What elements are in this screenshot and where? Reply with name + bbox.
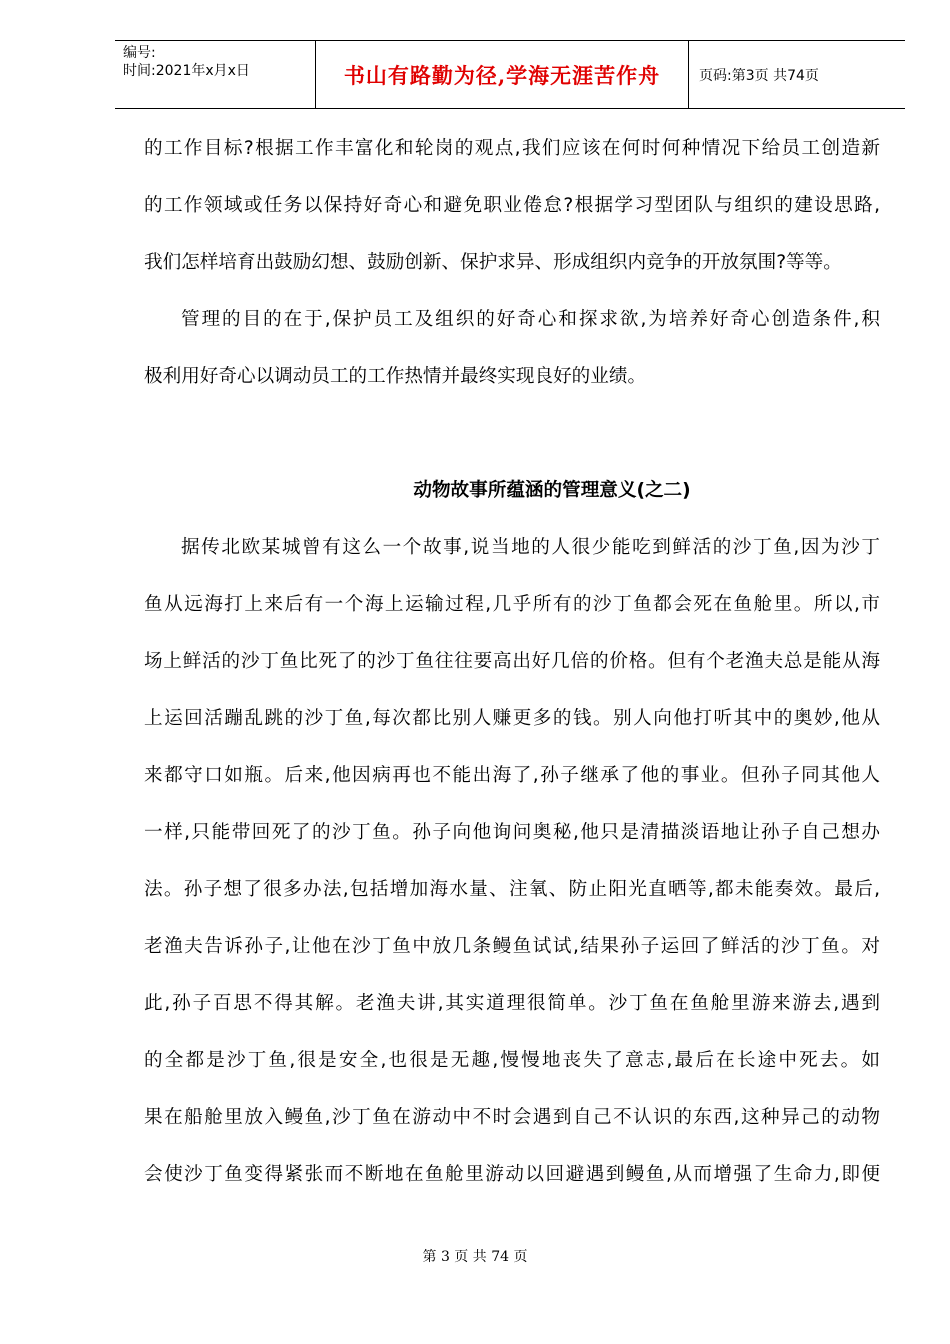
body-line: 极利用好奇心以调动员工的工作热情并最终实现良好的业绩。 [144, 366, 647, 387]
body-line: 鱼从远海打上来后有一个海上运输过程,几乎所有的沙丁鱼都会死在鱼舱里。所以,市 [144, 594, 880, 615]
page-header [115, 40, 905, 109]
body-line: 法。孙子想了很多办法,包括增加海水量、注氧、防止阳光直晒等,都未能奏效。最后, [144, 879, 880, 900]
section-gap [144, 405, 880, 462]
body-line: 来都守口如瓶。后来,他因病再也不能出海了,孙子继承了他的事业。但孙子同其他人 [144, 765, 880, 786]
body-line: 的工作领域或任务以保持好奇心和避免职业倦怠?根据学习型团队与组织的建设思路, [144, 195, 880, 216]
body-line: 果在船舱里放入鳗鱼,沙丁鱼在游动中不时会遇到自己不认识的东西,这种异己的动物 [144, 1107, 880, 1128]
header-motto-cell [316, 41, 689, 108]
time-label: 时间:2021年x月x日 [123, 63, 250, 79]
body-line: 场上鲜活的沙丁鱼比死了的沙丁鱼往往要高出好几倍的价格。但有个老渔夫总是能从海 [144, 651, 880, 672]
page-footer: 第 3 页 共 74 页 [422, 1249, 528, 1265]
number-label: 编号: [123, 45, 156, 61]
header-meta-cell [115, 41, 316, 108]
body-line: 的全都是沙丁鱼,很是安全,也很是无趣,慢慢地丧失了意志,最后在长途中死去。如 [144, 1050, 880, 1071]
body-line: 此,孙子百思不得其解。老渔夫讲,其实道理很简单。沙丁鱼在鱼舱里游来游去,遇到 [144, 993, 880, 1014]
body-line: 上运回活蹦乱跳的沙丁鱼,每次都比别人赚更多的钱。别人向他打听其中的奥妙,他从 [144, 708, 880, 729]
document-body [144, 120, 880, 1203]
section-heading: 动物故事所蕴涵的管理意义(之二) [413, 480, 691, 501]
body-line: 会使沙丁鱼变得紧张而不断地在鱼舱里游动以回避遇到鳗鱼,从而增强了生命力,即便 [144, 1164, 880, 1185]
header-page-cell [689, 41, 905, 108]
body-line: 管理的目的在于,保护员工及组织的好奇心和探求欲,为培养好奇心创造条件,积 [181, 309, 880, 330]
body-line: 一样,只能带回死了的沙丁鱼。孙子向他询问奥秘,他只是清描淡语地让孙子自己想办 [144, 822, 880, 843]
body-line: 我们怎样培育出鼓励幻想、鼓励创新、保护求异、形成组织内竞争的开放氛围?等等。 [144, 252, 842, 273]
header-page-code: 页码:第3页 共74页 [699, 67, 819, 84]
body-line: 老渔夫告诉孙子,让他在沙丁鱼中放几条鳗鱼试试,结果孙子运回了鲜活的沙丁鱼。对 [144, 936, 880, 957]
header-motto: 书山有路勤为径,学海无涯苦作舟 [343, 62, 661, 88]
body-line: 据传北欧某城曾有这么一个故事,说当地的人很少能吃到鲜活的沙丁鱼,因为沙丁 [181, 537, 880, 558]
body-line: 的工作目标?根据工作丰富化和轮岗的观点,我们应该在何时何种情况下给员工创造新 [144, 138, 880, 159]
